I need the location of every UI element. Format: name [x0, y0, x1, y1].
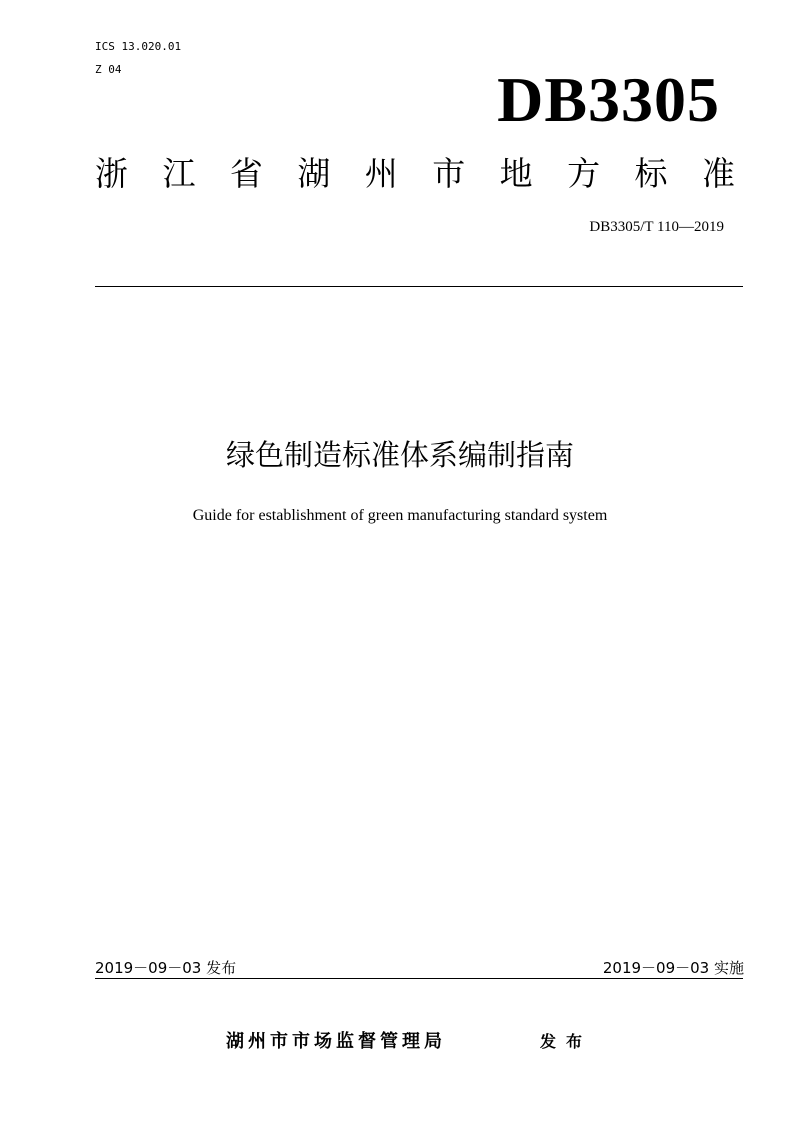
issue-date: 2019－09－03 发布 [95, 959, 237, 977]
standard-type-heading [95, 152, 735, 196]
ics-code: ICS 13.020.01 [95, 40, 182, 53]
standard-type-char: 标 [634, 154, 668, 193]
standard-type-char: 江 [162, 154, 196, 193]
document-title-english: Guide for establishment of green manufacturing standard system [192, 507, 608, 524]
issued-label: 发布 [540, 1032, 593, 1051]
standard-code-logo: DB3305 [497, 64, 720, 135]
standard-type-char: 省 [229, 154, 263, 193]
header-divider [95, 286, 743, 287]
issuing-authority: 湖州市市场监督管理局 [226, 1031, 446, 1052]
standard-type-char: 方 [567, 154, 601, 193]
standard-type-char: 湖 [297, 154, 331, 193]
standard-type-char: 市 [432, 154, 466, 193]
ccs-code: Z 04 [95, 63, 122, 76]
standard-type-char: 准 [701, 154, 735, 193]
footer-divider [95, 978, 743, 979]
standard-number: DB3305/T 110—2019 [589, 219, 724, 235]
document-title-chinese: 绿色制造标准体系编制指南 [225, 438, 574, 472]
standard-type-char: 浙 [95, 154, 128, 193]
implementation-date: 2019－09－03 实施 [602, 959, 744, 977]
standard-type-char: 地 [499, 154, 533, 193]
standard-type-char: 州 [364, 154, 398, 193]
